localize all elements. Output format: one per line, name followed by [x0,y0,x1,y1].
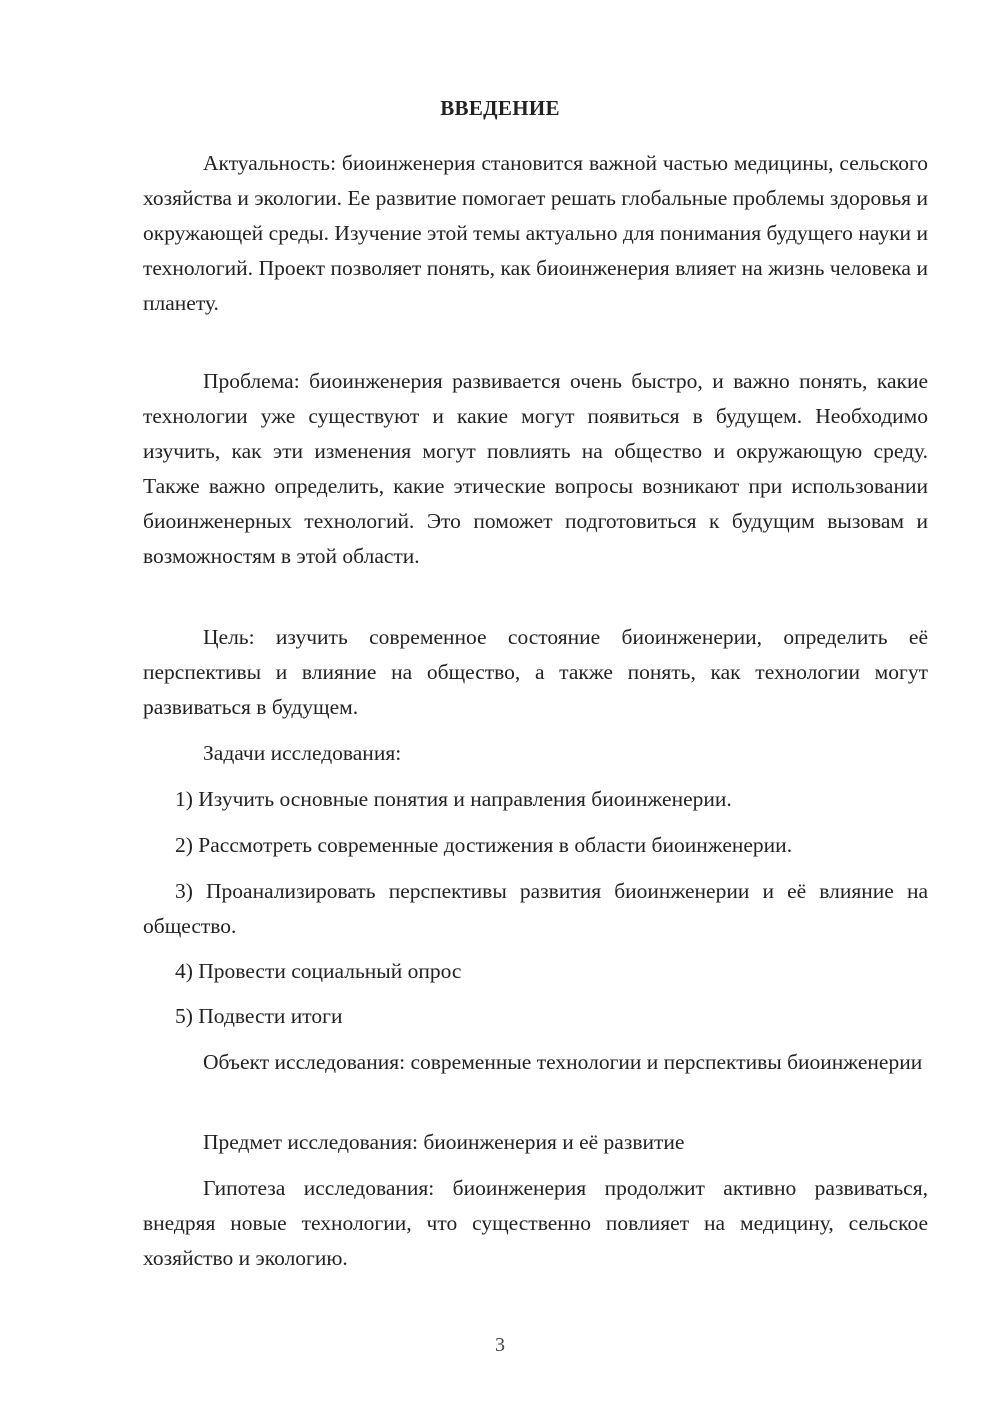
paragraph-subject: Предмет исследования: биоинженерия и её развитие [203,1130,685,1154]
section-title: ВВЕДЕНИЕ [440,96,560,120]
paragraph-hypothesis: Гипотеза исследования: биоинженерия продолжит активно развиваться, внедряя новые технологии, что существенно повлияет на медицину, сельское хозяйство и экологию. [143,1176,928,1270]
task-item: 5) Подвести итоги [175,1004,343,1028]
page-number: 3 [495,1334,505,1356]
task-item: 2) Рассмотреть современные достижения в области биоинженерии. [175,833,793,857]
paragraph-goal: Цель: изучить современное состояние биоинженерии, определить её перспективы и влияние на общество, а также понять, как технологии могут развиваться в будущем. [143,625,928,719]
tasks-heading: Задачи исследования: [203,741,402,765]
paragraph-relevance: Актуальность: биоинженерия становится важной частью медицины, сельского хозяйства и экологии. Ее развитие помогает решать глобальные проблемы здоровья и окружающей среды. Изучение этой темы актуально для понимания будущего науки и технологий. Проект позволяет понять, как биоинженерия влияет на жизнь человека и планету. [143,151,928,315]
task-item: 1) Изучить основные понятия и направления биоинженерии. [175,787,732,811]
task-item: 3) Проанализировать перспективы развития биоинженерии и её влияние на общество. [143,879,928,938]
task-item: 4) Провести социальный опрос [175,959,462,983]
paragraph-problem: Проблема: биоинженерия развивается очень быстро, и важно понять, какие технологии уже существуют и какие могут появиться в будущем. Необходимо изучить, как эти изменения могут повлиять на общество и окружающую среду. Также важно определить, какие этические вопросы возникают при использовании биоинженерных технологий. Это поможет подготовиться к будущим вызовам и возможностям в этой области. [143,369,928,568]
paragraph-object: Объект исследования: современные технологии и перспективы биоинженерии [203,1050,923,1074]
